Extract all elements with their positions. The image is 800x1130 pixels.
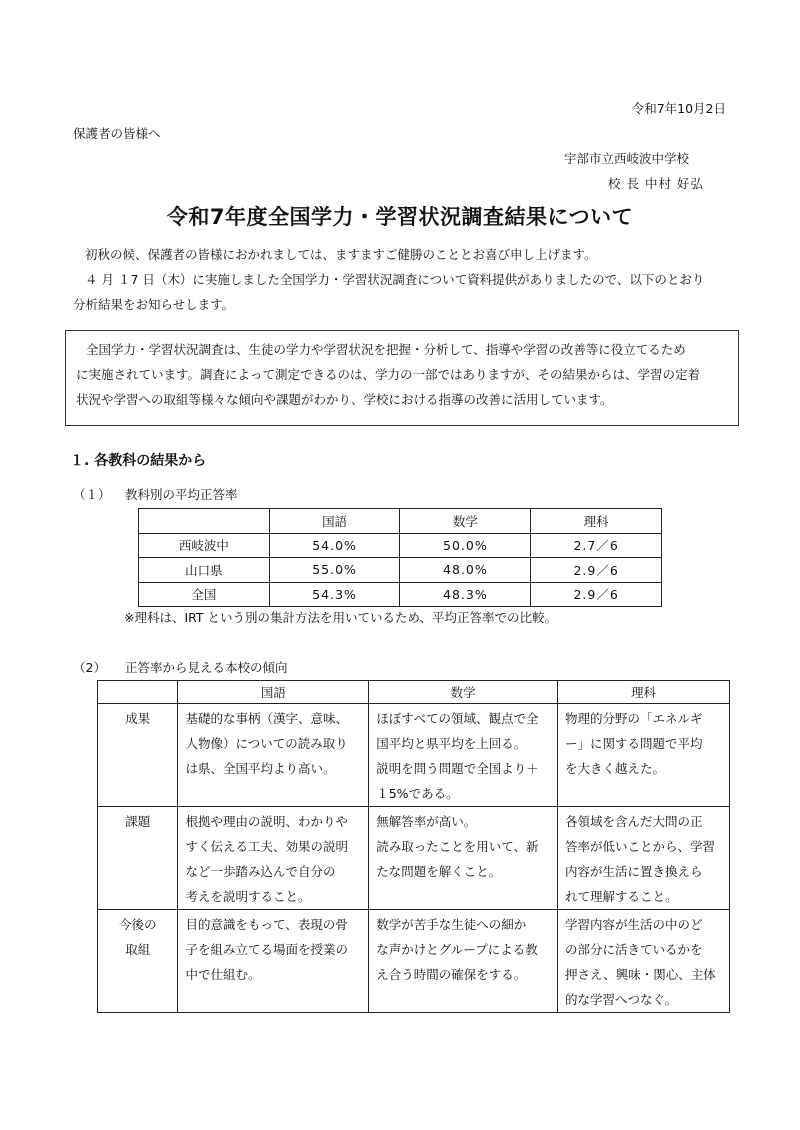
school-trend-table <box>97 680 730 1013</box>
intro-line-2: ４ 月 １7 日（木）に実施しました全国学力・学習状況調査について資料提供がありましたので、以下のとおり <box>85 272 705 287</box>
cell-line: は県、全国平均より高い。 <box>185 761 336 776</box>
subsection-1-title: 教科別の平均正答率 <box>125 487 238 502</box>
table-header-cell: 数学 <box>400 509 531 534</box>
score-cell: 54.0% <box>269 533 400 558</box>
science-footnote: ※理科は、IRT という別の集計方法を用いているため、平均正答率での比較。 <box>124 610 558 625</box>
notice-line-1: 全国学力・学習状況調査は、生徒の学力や学習状況を把握・分析して、指導や学習の改善等に役立てるため <box>86 342 686 357</box>
cell-line: え合う時間の確保をする。 <box>376 967 527 982</box>
cell-line: 国平均と県平均を上回る。 <box>376 736 527 751</box>
score-cell: 55.0% <box>269 558 400 583</box>
score-cell: 2.7／6 <box>531 533 662 558</box>
section-heading: １. 各教科の結果から <box>70 453 207 469</box>
trend-cell <box>178 807 369 910</box>
table-header-row <box>98 681 730 704</box>
trend-cell <box>558 704 730 807</box>
document-title: 令和7年度全国学力・学習状況調査結果について <box>166 205 634 229</box>
cell-line: 根拠や理由の説明、わかりや <box>185 814 348 829</box>
table-row <box>139 558 662 583</box>
table-row <box>139 533 662 558</box>
row-label: 西岐波中 <box>139 533 270 558</box>
cell-line: 答率が低いことから、学習 <box>565 839 716 854</box>
row-label <box>98 910 178 1013</box>
table-row <box>139 582 662 607</box>
cell-line: 説明を問う問題で全国より＋ <box>376 761 539 776</box>
trend-cell <box>369 704 558 807</box>
cell-line: 数学が苦手な生徒への細か <box>376 917 527 932</box>
addressee: 保護者の皆様へ <box>73 126 161 141</box>
cell-line: 人物像）についての読み取り <box>185 736 348 751</box>
subsection-2-label: （2） <box>73 660 106 675</box>
score-cell: 48.0% <box>400 558 531 583</box>
principal-name: 校 長 中村 好弘 <box>608 176 704 191</box>
cell-line: の部分に活きているかを <box>565 942 703 957</box>
cell-line: 各領域を含んだ大問の正 <box>565 814 703 829</box>
table-row <box>98 704 730 807</box>
score-cell: 54.3% <box>269 582 400 607</box>
row-label: 全国 <box>139 582 270 607</box>
cell-line: など一歩踏み込んで自分の <box>185 864 336 879</box>
intro-line-3: 分析結果をお知らせします。 <box>73 297 235 312</box>
cell-line: すく伝える工夫、効果の説明 <box>185 839 348 854</box>
table-header-cell: 数学 <box>369 681 558 704</box>
subsection-2-title: 正答率から見える本校の傾向 <box>125 660 288 675</box>
cell-line: 物理的分野の「エネルギ <box>565 711 703 726</box>
cell-line: 基礎的な事柄（漢字、意味、 <box>185 711 348 726</box>
cell-line: 学習内容が生活の中のど <box>565 917 703 932</box>
intro-line-1: 初秋の候、保護者の皆様におかれましては、ますますご健勝のこととお喜び申し上げます。 <box>85 247 597 262</box>
school-name: 宇部市立西岐波中学校 <box>564 151 690 166</box>
table-header-cell <box>139 509 270 534</box>
table-header-cell: 理科 <box>531 509 662 534</box>
cell-line: 課題 <box>125 814 151 829</box>
row-label <box>98 704 178 807</box>
score-cell: 48.3% <box>400 582 531 607</box>
cell-line: 今後の <box>118 917 157 932</box>
average-score-table <box>138 508 662 607</box>
table-row <box>98 807 730 910</box>
table-row <box>98 910 730 1013</box>
cell-line: 読み取ったことを用いて、新 <box>376 839 539 854</box>
cell-line: １5%である。 <box>376 786 459 801</box>
subsection-1-heading <box>73 485 238 503</box>
cell-line: 押さえ、興味・関心、主体 <box>565 967 716 982</box>
cell-line: ー」に関する問題で平均 <box>565 736 703 751</box>
subsection-1-label: （１） <box>73 487 111 502</box>
notice-line-3: 状況や学習への取組等様々な傾向や課題がわかり、学校における指導の改善に活用しています。 <box>76 392 613 407</box>
trend-cell <box>369 910 558 1013</box>
table-header-cell <box>98 681 178 704</box>
table-header-cell: 理科 <box>558 681 730 704</box>
cell-line: 無解答率が高い。 <box>376 814 477 829</box>
table-header-cell: 国語 <box>178 681 369 704</box>
cell-line: な声かけとグループによる教 <box>376 942 538 957</box>
cell-line: を大きく越えた。 <box>565 761 666 776</box>
score-cell: 2.9／6 <box>531 558 662 583</box>
trend-cell <box>178 704 369 807</box>
cell-line: 取組 <box>125 942 151 957</box>
cell-line: 成果 <box>125 711 151 726</box>
subsection-2-heading <box>73 658 288 676</box>
document-date: 令和7年10月2日 <box>631 101 726 116</box>
row-label: 山口県 <box>139 558 270 583</box>
trend-cell <box>178 910 369 1013</box>
cell-line: たな問題を解くこと。 <box>376 864 502 879</box>
cell-line: れて理解すること。 <box>565 889 678 904</box>
cell-line: ほぼすべての領域、観点で全 <box>376 711 539 726</box>
cell-line: 的な学習へつなぐ。 <box>565 992 678 1007</box>
cell-line: 内容が生活に置き換えら <box>565 864 703 879</box>
trend-cell <box>558 807 730 910</box>
trend-cell <box>558 910 730 1013</box>
table-header-cell: 国語 <box>269 509 400 534</box>
score-cell: 2.9／6 <box>531 582 662 607</box>
cell-line: 目的意識をもって、表現の骨 <box>185 917 348 932</box>
trend-cell <box>369 807 558 910</box>
cell-line: 中で仕組む。 <box>185 967 261 982</box>
notice-box <box>65 330 739 426</box>
score-cell: 50.0% <box>400 533 531 558</box>
notice-line-2: に実施されています。調査によって測定できるのは、学力の一部ではありますが、その結果からは、学習の定着 <box>76 367 701 382</box>
cell-line: 考えを説明すること。 <box>185 889 311 904</box>
row-label <box>98 807 178 910</box>
table-header-row <box>139 509 662 534</box>
cell-line: 子を組み立てる場面を授業の <box>185 942 348 957</box>
